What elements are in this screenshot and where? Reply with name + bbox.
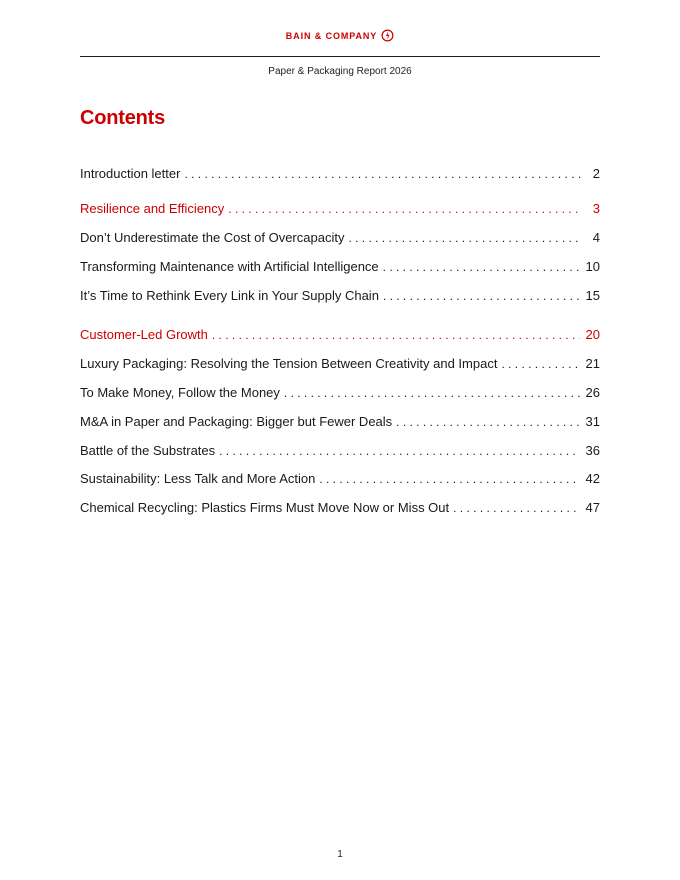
toc-entry-row[interactable] [80, 165, 600, 183]
toc-entry-row[interactable] [80, 442, 600, 460]
dot-leader [228, 201, 582, 218]
toc-page-number: 26 [585, 385, 600, 400]
report-title: Paper & Packaging Report 2026 [268, 66, 412, 77]
toc-entry-row[interactable] [80, 355, 600, 373]
dot-leader [212, 327, 580, 344]
brand-logo-text: BAIN & COMPANY [285, 30, 378, 41]
toc-entry-row[interactable] [80, 384, 600, 402]
toc-entry-title: Customer-Led Growth [80, 327, 208, 342]
toc-entry-row[interactable] [80, 470, 600, 488]
toc-page-number: 42 [585, 471, 600, 486]
toc-entry-title: Don’t Underestimate the Cost of Overcapacity [80, 230, 345, 245]
toc-page-number: 2 [592, 166, 600, 181]
toc-entry-title: To Make Money, Follow the Money [80, 385, 280, 400]
toc-entry-title: Battle of the Substrates [80, 443, 216, 458]
toc-page-number: 21 [585, 356, 600, 371]
toc-entry-title: Sustainability: Less Talk and More Action [80, 471, 316, 486]
toc-entry-title: It’s Time to Rethink Every Link in Your Supply Chain [80, 288, 379, 303]
toc-entry-row[interactable] [80, 413, 600, 431]
dot-leader [184, 166, 582, 183]
toc-entry-title: M&A in Paper and Packaging: Bigger but Fewer Deals [80, 414, 393, 429]
toc-entry-title: Transforming Maintenance with Artificial Intelligence [80, 259, 379, 274]
toc-entry-row[interactable] [80, 258, 600, 276]
toc-entry-row[interactable] [80, 287, 600, 305]
toc-page-number: 3 [592, 201, 600, 216]
brand-logo [0, 29, 680, 42]
dot-leader [396, 414, 579, 431]
toc-page-number: 20 [585, 327, 600, 342]
toc-entry-title: Luxury Packaging: Resolving the Tension Between Creativity and Impact [80, 356, 498, 371]
dot-leader [284, 385, 580, 402]
toc-entry-title: Introduction letter [80, 166, 181, 181]
toc-page-number: 15 [585, 288, 600, 303]
toc-entry-row[interactable] [80, 499, 600, 517]
dot-leader [383, 259, 580, 276]
dot-leader [319, 471, 579, 488]
toc-section-row[interactable] [80, 326, 600, 344]
toc-page-number: 36 [585, 443, 600, 458]
dot-leader [348, 230, 582, 247]
compass-icon [381, 29, 394, 42]
dot-leader [501, 356, 579, 373]
toc-page-number: 10 [585, 259, 600, 274]
toc-entry-row[interactable] [80, 229, 600, 247]
toc-page-number: 31 [585, 414, 600, 429]
dot-leader [383, 288, 580, 305]
header-divider [80, 56, 600, 57]
toc-section-row[interactable] [80, 200, 600, 218]
contents-heading: Contents [80, 107, 166, 129]
toc-entry-title: Resilience and Efficiency [80, 201, 225, 216]
toc-page-number: 47 [585, 500, 600, 515]
dot-leader [453, 500, 579, 517]
dot-leader [219, 443, 579, 460]
toc-entry-title: Chemical Recycling: Plastics Firms Must Move Now or Miss Out [80, 500, 450, 515]
toc-page-number: 4 [592, 230, 600, 245]
page-number: 1 [337, 849, 343, 860]
